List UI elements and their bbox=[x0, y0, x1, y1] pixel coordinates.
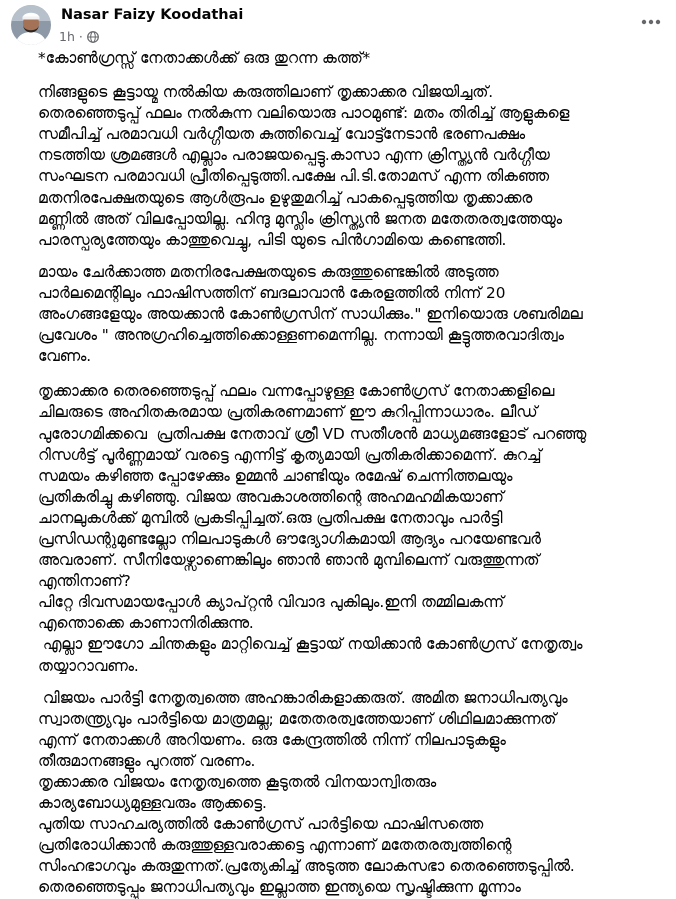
post-meta bbox=[59, 29, 99, 44]
post-line: എന്ന് നേതാക്കൾ അറിയണം. ഒരു കേന്ദ്രത്തിൽ നിന്ന് നിലപാടുകളും bbox=[38, 730, 506, 749]
post-line: പുരോഗമിക്കവെ പ്രതിപക്ഷ നേതാവ് ശ്രീ VD സതീശൻ മാധ്യമങ്ങളോട് പറഞ്ഞു bbox=[38, 424, 586, 443]
post-time[interactable]: 1h bbox=[59, 29, 75, 44]
post-line: വിജയം പാർട്ടി നേതൃത്വത്തെ അഹങ്കാരികളാക്കരുത്. അമിത ജനാധിപത്യവും bbox=[38, 688, 568, 707]
post-line: തെരഞ്ഞെടുപ്പും ജനാധിപത്യവും ഇല്ലാത്ത ഇന്ത്യയെ സൃഷ്ടിക്കുന്ന മൂന്നാം bbox=[38, 878, 521, 897]
more-options-icon[interactable] bbox=[635, 10, 667, 34]
post-line: പാർലമെന്റിലും ഫാഷിസത്തിന് ബദലാവാൻ കേരളത്തിൽ നിന്ന് 20 bbox=[38, 283, 506, 302]
post-line: സ്വാതന്ത്ര്യവും പാർട്ടിയെ മാത്രമല്ല; മതേതരത്വത്തേയാണ് ശിഥിലമാക്കുന്നത് bbox=[38, 709, 557, 728]
post-line: റിസൾട്ട് പൂർണ്ണമായ് വരട്ടെ എന്നിട്ട് കൃത്യമായി പ്രതികരിക്കാമെന്ന്. കുറച്ച് bbox=[38, 445, 542, 464]
post-line: തീരുമാനങ്ങളും പുറത്ത് വരണം. bbox=[38, 751, 256, 770]
post-line: ചിലരുടെ അഹിതകരമായ പ്രതികരണമാണ് ഈ കുറിപ്പിന്നാധാരം. ലീഡ് bbox=[38, 403, 538, 422]
post-line: അംഗങ്ങളേയും അയക്കാൻ കോൺഗ്രസിന് സാധിക്കും." ഇനിയൊരു ശബരിമല bbox=[38, 305, 583, 324]
post-line: പുതിയ സാഹചര്യത്തിൽ കോൺഗ്രസ് പാർട്ടിയെ ഫാഷിസത്തെ bbox=[38, 815, 483, 834]
post-line: അവരാണ്. സീനിയേഴ്സാണെങ്കിലും ഞാൻ ഞാൻ മുമ്പിലെന്ന് വരുത്തുന്നത് bbox=[38, 551, 540, 570]
post-line: സിംഹഭാഗവും കരുതുന്നത്.പ്രത്യേകിച്ച് അടുത്ത ലോകസഭാ തെരഞ്ഞെടുപ്പിൽ. bbox=[38, 857, 575, 876]
post-line: പിറ്റേ ദിവസമായപ്പോൾ ക്യാപ്റ്റൻ വിവാദ പുകിലും.ഇനി തമ്മിലകന്ന് bbox=[38, 593, 504, 612]
post-line: പാരസ്പര്യത്തേയും കാത്തുവെച്ചു, പിടി യുടെ പിൻഗാമിയെ കണ്ടെത്തി. bbox=[38, 230, 507, 249]
post-line: എന്തിനാണ്? bbox=[38, 572, 131, 591]
post-body bbox=[38, 48, 668, 899]
post-line: തൃക്കാക്കര വിജയം നേതൃത്വത്തെ കൂടുതൽ വിനയാന്വിതരും bbox=[38, 773, 437, 791]
post-line: മതനിരപേക്ഷതയുടെ ആൾരൂപം ഉഴുതുമറിച്ച് പാകപ്പെടുത്തിയ തൃക്കാക്കര bbox=[38, 188, 533, 207]
post-line: സമീപിച്ച് പരമാവധി വർഗ്ഗീയത കുത്തിവെച്ച് വോട്ട്നേടാൻ ഭരണപക്ഷം bbox=[38, 125, 526, 144]
post-line: പ്രവേശം " അനുഗ്രഹിച്ചെത്തിക്കൊള്ളണമെന്നില്ല. നന്നായി കൂട്ടുത്തരവാദിത്വം bbox=[38, 326, 564, 345]
post-line: വേണം. bbox=[38, 347, 92, 366]
profile-avatar[interactable] bbox=[11, 5, 51, 45]
post-line: പ്രതികരിച്ചു കഴിഞ്ഞു. വിജയ അവകാശത്തിന്റെ അഹമഹമികയാണ് bbox=[38, 487, 504, 506]
post-line: തെരഞ്ഞെടുപ്പ് ഫലം നൽകുന്ന വലിയൊരു പാഠമുണ്ട്: മതം തിരിച്ച് ആളുകളെ bbox=[38, 104, 570, 123]
post-line: മണ്ണിൽ അത് വിലപ്പോയില്ല. ഹിന്ദു മുസ്ലിം ക്രിസ്ത്യൻ ജനത മതേതരത്വത്തേയും bbox=[38, 209, 563, 228]
post-line: നടത്തിയ ശ്രമങ്ങൾ എല്ലാം പരാജയപ്പെട്ടു.കാസാ എന്ന ക്രിസ്ത്യൻ വർഗ്ഗീയ bbox=[38, 146, 550, 165]
post-line: നിങ്ങളുടെ കൂട്ടായ്മ നൽകിയ കരുത്തിലാണ് തൃക്കാക്കര വിജയിച്ചത്. bbox=[38, 83, 494, 102]
post-line: സംഘടന പരമാവധി പ്രീതിപ്പെടുത്തി.പക്ഷേ പി.ടി.തോമസ് എന്ന തികഞ്ഞ bbox=[38, 167, 549, 186]
post-line: മായം ചേർക്കാത്ത മതനിരപേക്ഷതയുടെ കരുത്തുണ്ടെങ്കിൽ അടുത്ത bbox=[38, 262, 499, 281]
post-line: പ്രസിഡന്റുമുണ്ടല്ലോ നിലപാടുകൾ ഔദ്യോഗികമായി ആദ്യം പറയേണ്ടവർ bbox=[38, 529, 541, 548]
post-title: *കോൺഗ്രസ്സ് നേതാക്കൾക്ക് ഒരു തുറന്ന കത്ത്* bbox=[38, 49, 371, 67]
post-line: തയ്യാറാവണം. bbox=[38, 656, 139, 675]
post-line: പ്രതിരോധിക്കാൻ കരുത്തുള്ളവരാക്കട്ടെ എന്നാണ് മതേതരത്വത്തിന്റെ bbox=[38, 836, 512, 855]
meta-separator: · bbox=[78, 29, 83, 44]
globe-icon[interactable] bbox=[87, 31, 99, 43]
post-line: എന്തൊക്കെ കാണാനിരിക്കുന്നു. bbox=[38, 614, 254, 633]
post-line: തൃക്കാക്കര തെരഞ്ഞെടുപ്പ് ഫലം വന്നപ്പോഴുള്ള കോൺഗ്രസ് നേതാക്കളിലെ bbox=[38, 382, 555, 401]
author-name[interactable]: Nasar Faizy Koodathai bbox=[61, 7, 244, 23]
avatar-image bbox=[11, 5, 51, 45]
post-line: സമയം കഴിഞ്ഞ പ്പോഴേക്കും ഉമ്മൻ ചാണ്ടിയും രമേഷ് ചെന്നിത്തലയും bbox=[38, 466, 513, 485]
post-line: ചാനലുകൾക്ക് മുമ്പിൽ പ്രകടിപ്പിച്ചത്.ഒരു പ്രതിപക്ഷ നേതാവും പാർട്ടി bbox=[38, 508, 503, 527]
post-line: എല്ലാ ഈഗോ ചിന്തകളും മാറ്റിവെച്ച് കൂട്ടായ് നയിക്കാൻ കോൺഗ്രസ് നേതൃത്വം bbox=[38, 635, 583, 654]
post-line: കാര്യബോധ്യമുള്ളവരും ആക്കട്ടെ. bbox=[38, 794, 267, 813]
